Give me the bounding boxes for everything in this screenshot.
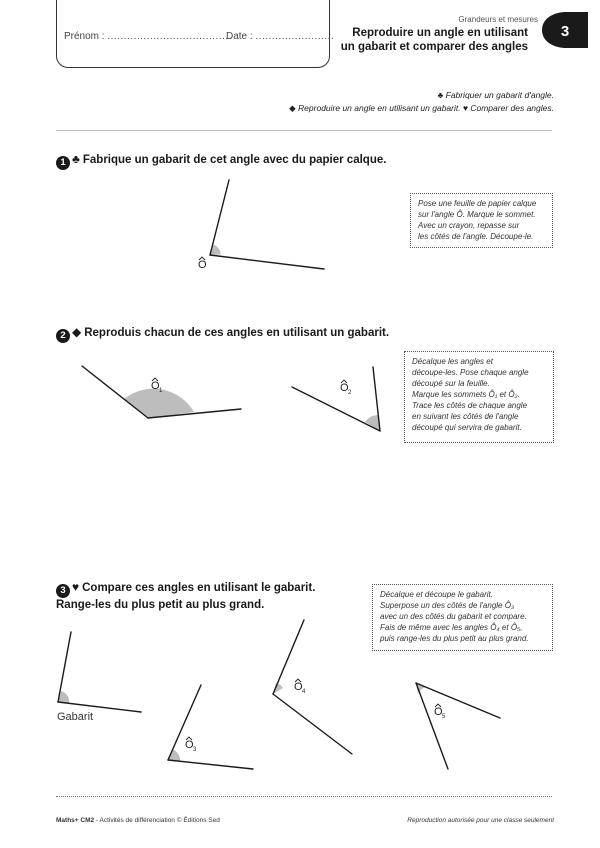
angle-o2 (292, 367, 380, 431)
svg-text:2: 2 (348, 390, 352, 396)
title-line-2: un gabarit et comparer des angles (340, 41, 528, 53)
note-line: Pose une feuille de papier calque (418, 199, 537, 208)
svg-text:5: 5 (442, 714, 446, 720)
note-line: Marque les sommets Ô₁ et Ô₂. (412, 390, 520, 399)
svg-text:O: O (294, 681, 303, 693)
badge-number: 3 (560, 23, 570, 40)
note-line: sur l'angle Ô. Marque le sommet. (418, 210, 536, 219)
note-line: Fais de même avec les angles Ô₄ et Ô₅, (380, 623, 523, 632)
angle-o4 (273, 620, 352, 754)
label-o1 (151, 378, 163, 394)
exercise-1-number: 1 (56, 156, 70, 170)
exercise-3-number: 3 (56, 584, 70, 598)
note-line: puis range-les du plus petit au plus grand. (380, 634, 529, 643)
club-icon: ♣ (72, 152, 80, 166)
exercise-2-number: 2 (56, 329, 70, 343)
note-line: découpe-les. Pose chaque angle (412, 368, 529, 377)
exercise-3-text-2: Range-les du plus petit au plus grand. (56, 599, 265, 611)
note-line: Avec un crayon, repasse sur (418, 221, 520, 230)
label-o (198, 257, 207, 271)
note-line: découpé sur la feuille. (412, 379, 490, 388)
footer-divider (56, 796, 552, 797)
svg-text:O: O (185, 739, 194, 751)
note-line: Décalque les angles et (412, 357, 493, 366)
prenom-label: Prénom : (64, 31, 105, 42)
category-label: Grandeurs et mesures (458, 15, 538, 24)
note-line: Superpose un des côtés de l'angle Ô₃ (380, 601, 515, 610)
note-line: Trace les côtés de chaque angle (412, 401, 528, 410)
angle-o5 (416, 683, 500, 769)
footer-copyright: - Activités de différenciation © Éditions Sed (94, 817, 220, 824)
title-line-1: Reproduire un angle en utilisant (352, 27, 528, 39)
exercise-2-text: Reproduis chacun de ces angles en utilisant un gabarit. (84, 327, 390, 339)
svg-text:O: O (198, 259, 207, 271)
note-line: découpé qui servira de gabarit. (412, 423, 522, 432)
label-o4 (294, 679, 306, 695)
angle-gabarit (58, 632, 141, 712)
note-line: avec un des côtés du gabarit et compare. (380, 612, 527, 621)
date-label: Date : (226, 31, 253, 42)
angle-o (210, 180, 324, 269)
footer-brand: Maths+ CM2 (56, 817, 95, 824)
date-dots: ........................ (255, 31, 335, 42)
svg-text:4: 4 (302, 689, 306, 695)
angle-o3 (168, 685, 253, 769)
note-line: les côtés de l'angle. Découpe-le. (418, 232, 534, 241)
exercise-3-text-1: Compare ces angles en utilisant le gabarit. (82, 582, 316, 594)
footer-left (56, 817, 220, 824)
label-o2 (340, 380, 352, 396)
svg-text:O: O (340, 382, 349, 394)
svg-text:3: 3 (193, 747, 197, 753)
note-line: Décalque et découpe le gabarit. (380, 590, 493, 599)
label-o3 (185, 737, 197, 753)
footer-right: Reproduction autorisée pour une classe seulement (407, 817, 554, 824)
exercise-1-text: Fabrique un gabarit de cet angle avec du papier calque. (82, 154, 387, 166)
svg-text:O: O (434, 706, 443, 718)
gabarit-label: Gabarit (57, 711, 94, 723)
diamond-icon: ◆ (72, 325, 82, 339)
objective-2: ◆ Reproduire un angle en utilisant un gabarit. ♥ Comparer des angles. (289, 103, 554, 113)
heart-icon: ♥ (72, 580, 80, 594)
label-o5 (434, 704, 446, 720)
objective-1: ♣ Fabriquer un gabarit d'angle. (437, 90, 554, 100)
prenom-dots: ...................................... (107, 31, 232, 42)
svg-text:O: O (151, 380, 160, 392)
svg-text:1: 1 (159, 388, 163, 394)
note-line: en suivant les côtés de l'angle (412, 412, 519, 421)
